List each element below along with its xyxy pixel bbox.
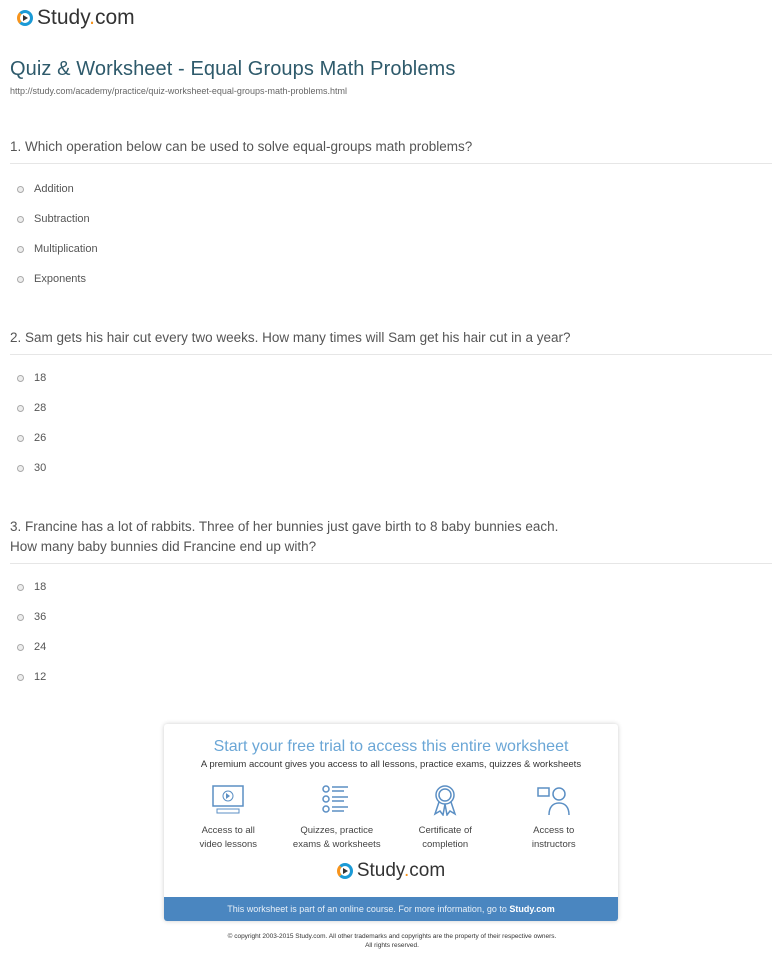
option[interactable]: [17, 174, 98, 204]
promo-title: Start your free trial to access this entire worksheet: [213, 738, 569, 755]
option[interactable]: [17, 423, 46, 453]
instructor-icon: [537, 784, 571, 816]
promo-logo[interactable]: [164, 860, 618, 882]
promo-bar-text: This worksheet is part of an online course. For more information, go to: [227, 904, 510, 914]
option-label: 12: [34, 671, 47, 683]
radio-icon[interactable]: [17, 644, 24, 651]
option-label: 28: [34, 402, 47, 414]
option[interactable]: [17, 204, 98, 234]
radio-icon[interactable]: [17, 246, 24, 253]
radio-icon[interactable]: [17, 276, 24, 283]
question-3: [10, 517, 772, 564]
radio-icon[interactable]: [17, 614, 24, 621]
promo-bar[interactable]: [164, 897, 618, 921]
radio-icon[interactable]: [17, 674, 24, 681]
radio-icon[interactable]: [17, 216, 24, 223]
question-3-line-2: How many baby bunnies did Francine end up with?: [10, 539, 317, 554]
quiz-list-icon: [320, 784, 354, 816]
feature-label: Access to all: [201, 825, 255, 836]
radio-icon[interactable]: [17, 465, 24, 472]
feature-quizzes: [287, 784, 387, 852]
play-logo-icon: [337, 863, 353, 879]
feature-instructors: [504, 784, 604, 852]
radio-icon[interactable]: [17, 405, 24, 412]
feature-label: exams & worksheets: [292, 839, 381, 850]
option-label: Subtraction: [34, 213, 90, 225]
feature-label: Quizzes, practice: [300, 825, 374, 836]
play-logo-icon: [17, 10, 33, 26]
radio-icon[interactable]: [17, 584, 24, 591]
option-label: Multiplication: [34, 243, 98, 255]
feature-label: Access to: [533, 825, 575, 836]
option[interactable]: [17, 453, 46, 483]
option[interactable]: [17, 632, 46, 662]
question-2-options: [17, 371, 46, 483]
study-logo[interactable]: [17, 6, 135, 30]
option[interactable]: [17, 662, 46, 692]
video-lesson-icon: [211, 784, 245, 816]
question-3-line-1: 3. Francine has a lot of rabbits. Three of her bunnies just gave birth to 8 baby bunnies each.: [10, 519, 559, 534]
logo-text: Study.com: [37, 6, 135, 29]
feature-label: instructors: [531, 839, 576, 850]
option-label: 26: [34, 432, 47, 444]
page-url: http://study.com/academy/practice/quiz-worksheet-equal-groups-math-problems.html: [10, 86, 347, 96]
option-label: Addition: [34, 183, 74, 195]
question-2: 2. Sam gets his hair cut every two weeks. How many times will Sam get his hair cut in a year?: [10, 328, 772, 355]
question-3-options: [17, 580, 46, 692]
option[interactable]: [17, 602, 46, 632]
page-title: Quiz & Worksheet - Equal Groups Math Problems: [10, 58, 456, 80]
option-label: Exponents: [34, 273, 86, 285]
option-label: 36: [34, 611, 47, 623]
feature-label: completion: [422, 839, 469, 850]
option[interactable]: [17, 363, 46, 393]
copyright-text: © copyright 2003-2015 Study.com. All other trademarks and copyrights are the property of their respective owners.: [227, 933, 557, 940]
option-label: 30: [34, 462, 47, 474]
radio-icon[interactable]: [17, 435, 24, 442]
feature-certificate: [395, 784, 495, 852]
promo-panel: [164, 724, 618, 921]
option-label: 18: [34, 372, 47, 384]
rights-text: All rights reserved.: [365, 942, 419, 949]
option[interactable]: [17, 572, 46, 602]
study-link[interactable]: Study.com: [509, 904, 555, 914]
option[interactable]: [17, 264, 98, 294]
footer: [0, 932, 784, 950]
feature-label: video lessons: [199, 839, 258, 850]
question-1-options: [17, 182, 98, 294]
option[interactable]: [17, 393, 46, 423]
promo-subtitle: A premium account gives you access to all lessons, practice exams, quizzes & worksheets: [200, 759, 582, 770]
radio-icon[interactable]: [17, 186, 24, 193]
promo-logo-text: Study.com: [356, 860, 446, 881]
question-1: 1. Which operation below can be used to solve equal-groups math problems?: [10, 137, 772, 164]
option-label: 18: [34, 581, 47, 593]
certificate-icon: [428, 784, 462, 816]
radio-icon[interactable]: [17, 375, 24, 382]
option-label: 24: [34, 641, 47, 653]
feature-video: [178, 784, 278, 852]
feature-label: Certificate of: [418, 825, 472, 836]
option[interactable]: [17, 234, 98, 264]
